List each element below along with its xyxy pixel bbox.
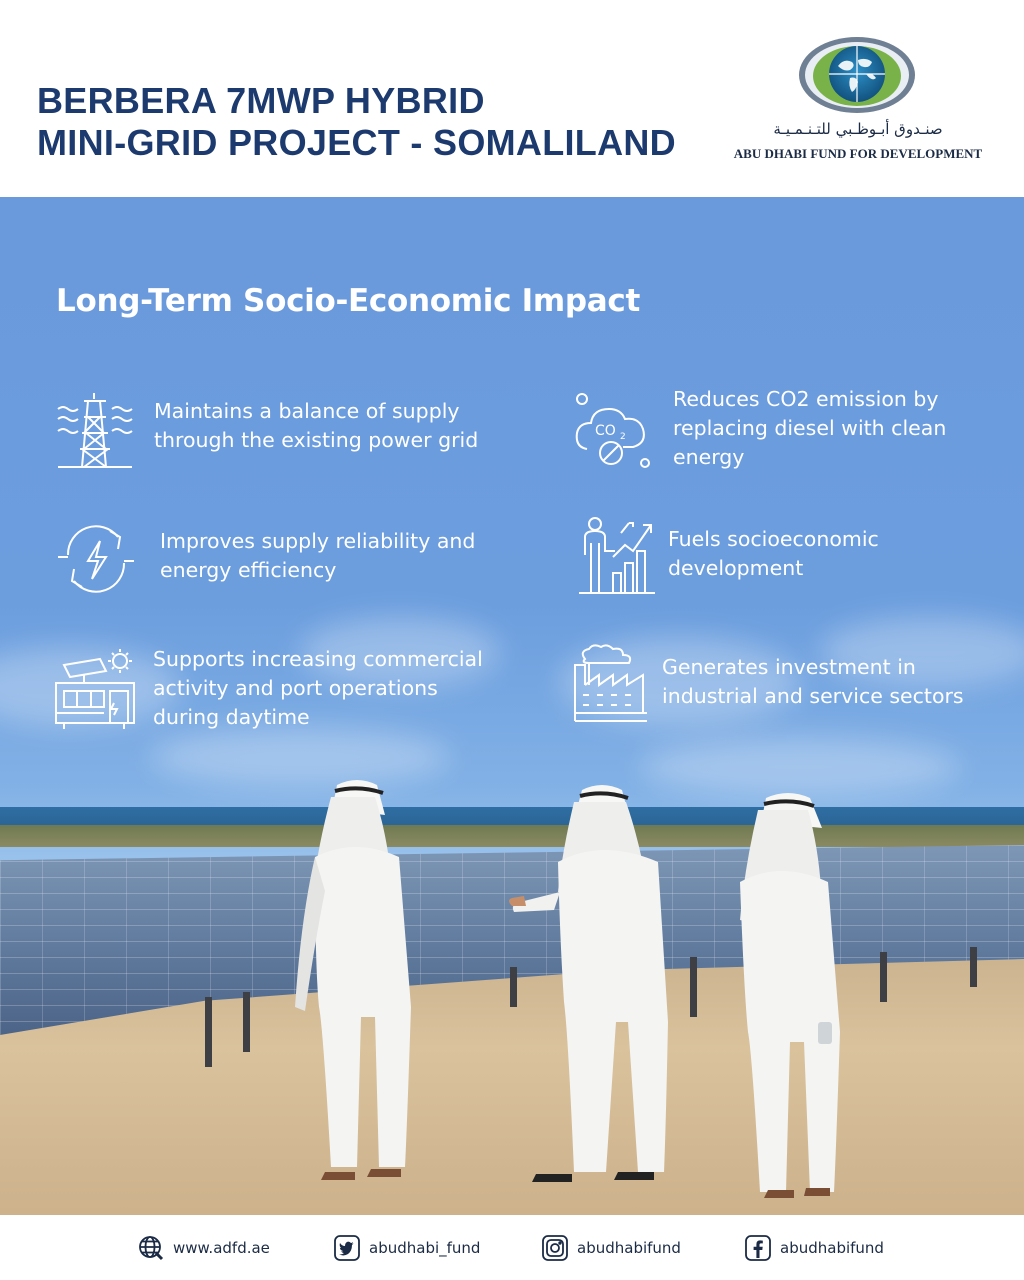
impact-text: Supports increasing commercial activity and port operations during daytime xyxy=(153,647,483,729)
factory-icon xyxy=(571,643,651,725)
page-title xyxy=(37,80,676,164)
twitter-handle: abudhabi_fund xyxy=(369,1239,481,1257)
facebook-link[interactable] xyxy=(745,1235,884,1261)
impact-text: Fuels socioeconomic development xyxy=(668,527,879,580)
svg-text:2: 2 xyxy=(620,432,626,442)
hero-panel xyxy=(0,197,1024,1215)
panel-post xyxy=(690,957,697,1017)
globe-logo-icon xyxy=(798,36,916,114)
instagram-link[interactable] xyxy=(542,1235,681,1261)
person-left xyxy=(285,777,435,1197)
twitter-icon xyxy=(334,1235,360,1261)
facebook-handle: abudhabifund xyxy=(780,1239,884,1257)
power-pylon-icon xyxy=(54,389,136,471)
cloud xyxy=(640,737,960,797)
title-line-1: BERBERA 7MWP HYBRID xyxy=(37,80,485,121)
panel-post xyxy=(970,947,977,987)
section-heading: Long-Term Socio-Economic Impact xyxy=(56,283,640,319)
facebook-icon xyxy=(745,1235,771,1261)
globe-icon xyxy=(138,1235,164,1261)
panel-post xyxy=(880,952,887,1002)
svg-text:CO: CO xyxy=(595,423,616,439)
instagram-handle: abudhabifund xyxy=(577,1239,681,1257)
twitter-link[interactable] xyxy=(334,1235,480,1261)
impact-text: Generates investment in industrial and service sectors xyxy=(662,655,964,708)
solar-station-icon xyxy=(54,647,136,731)
panel-post xyxy=(243,992,250,1052)
impact-item-investment xyxy=(571,643,1001,733)
impact-item-co2-reduction xyxy=(573,389,993,489)
growth-chart-icon xyxy=(577,515,657,597)
impact-text: Reduces CO2 emission by replacing diesel with clean energy xyxy=(673,387,947,469)
person-center xyxy=(508,782,688,1202)
website-link[interactable] xyxy=(138,1235,270,1261)
logo-english-text: ABU DHABI FUND FOR DEVELOPMENT xyxy=(733,146,983,161)
impact-item-grid-balance xyxy=(54,389,534,479)
adfd-logo xyxy=(728,36,988,166)
impact-item-socioeconomic xyxy=(577,515,997,605)
instagram-icon xyxy=(542,1235,568,1261)
impact-item-reliability xyxy=(54,517,534,607)
panel-post xyxy=(205,997,212,1067)
title-line-2: MINI-GRID PROJECT - SOMALILAND xyxy=(37,122,676,163)
logo-arabic-text: صنـدوق أبـوظـبي للتـنـمـيـة xyxy=(773,120,943,138)
energy-cycle-icon xyxy=(54,517,138,601)
person-right xyxy=(718,792,868,1212)
header xyxy=(0,0,1024,197)
co2-cloud-icon xyxy=(573,389,655,471)
website-label: www.adfd.ae xyxy=(173,1239,270,1257)
impact-text: Maintains a balance of supply through the existing power grid xyxy=(154,399,479,452)
footer xyxy=(0,1215,1024,1280)
impact-text: Improves supply reliability and energy efficiency xyxy=(160,529,476,582)
impact-item-commercial xyxy=(54,647,534,747)
